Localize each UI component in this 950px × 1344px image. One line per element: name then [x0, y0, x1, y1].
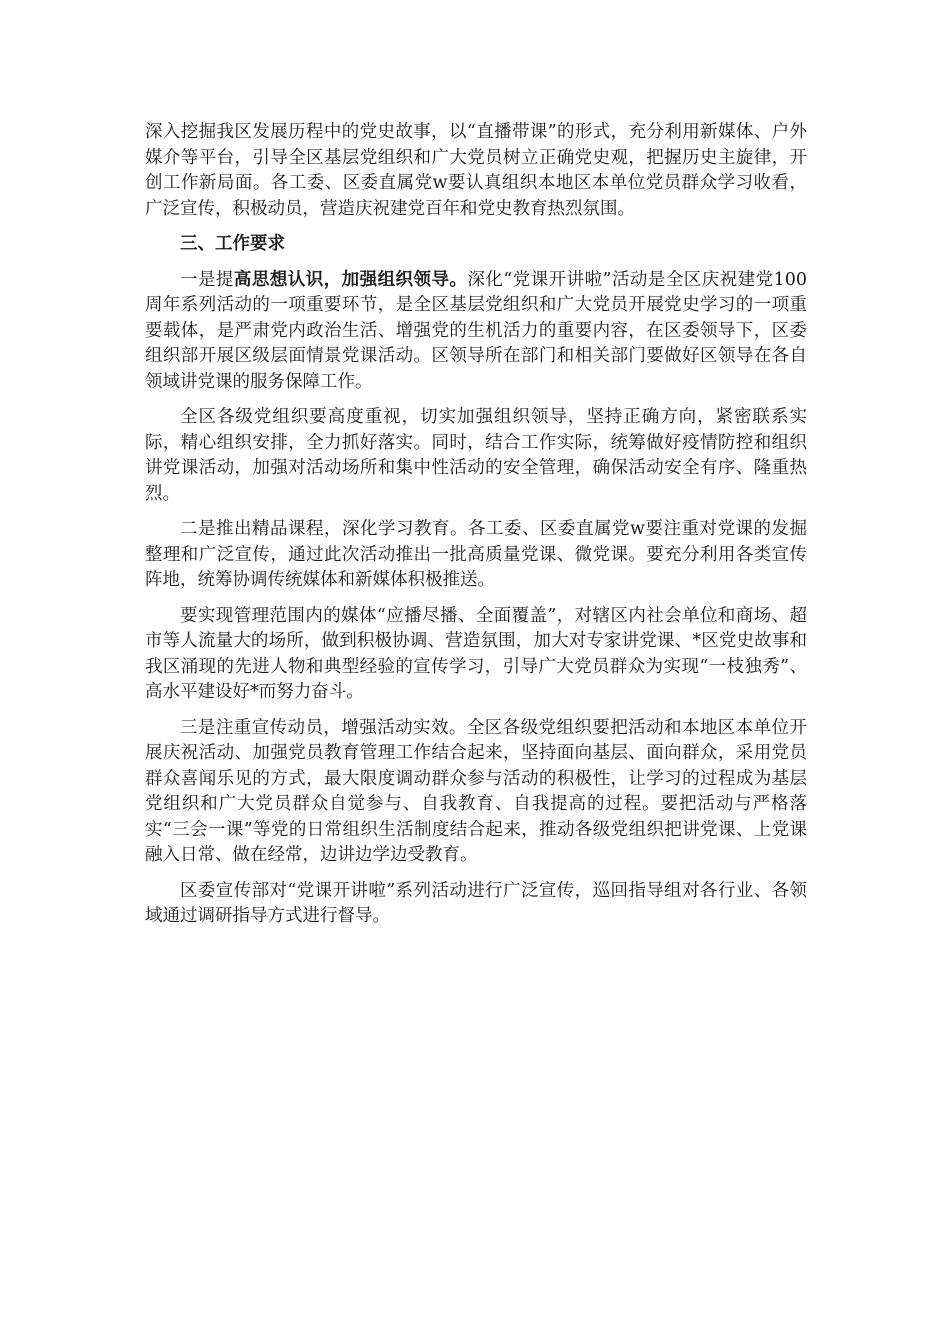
paragraph-publicity: 区委宣传部对“党课开讲啦”系列活动进行广泛宣传，巡回指导组对各行业、各领域通过调研指导方式进行督导。 — [145, 880, 807, 926]
paragraph-bold-title: 高思想认识，加强组织领导。 — [233, 269, 468, 290]
paragraph-media: 要实现管理范围内的媒体“应播尽播、全面覆盖”，对辖区内社会单位和商场、超市等人流量大的场所，做到积极协调、营造氛围，加大对专家讲党课、*区党史故事和我区涌现的先进人物和典型经验的宣传学习，引导广大党员群众为实现“一枝独秀”、高水平建设好*而努力奋斗。 — [145, 605, 807, 702]
paragraph-organization: 全区各级党组织要高度重视，切实加强组织领导，坚持正确方向，紧密联系实际，精心组织安排，全力抓好落实。同时，结合工作实际，统筹做好疫情防控和组织讲党课活动，加强对活动场所和集中性活动的安全管理，确保活动安全有序、隆重热烈。 — [145, 407, 807, 504]
paragraph-lead-text: 一是提 — [180, 269, 234, 290]
paragraph-requirement-1 — [145, 268, 807, 396]
document-page — [145, 120, 807, 940]
paragraph-intro-continuation: 深入挖掘我区发展历程中的党史故事，以“直播带课”的形式，充分利用新媒体、户外媒介等平台，引导全区基层党组织和广大党员树立正确党史观，把握历史主旋律，开创工作新局面。各工委、区委直属党w要认真组织本地区本单位党员群众学习收看，广泛宣传，积极动员，营造庆祝建党百年和党史教育热烈氛围。 — [145, 122, 807, 219]
paragraph-body-text: 深化“党课开讲啦”活动是全区庆祝建党100周年系列活动的一项重要环节，是全区基层党组织和广大党员开展党史学习的一项重要载体，是严肃党内政治生活、增强党的生机活力的重要内容，在区委领导下，区委组织部开展区级层面情景党课活动。区领导所在部门和相关部门要做好区领导在各自领域讲党课的服务保障工作。 — [145, 269, 808, 392]
paragraph-requirement-2: 二是推出精品课程，深化学习教育。各工委、区委直属党w要注重对党课的发掘整理和广泛宣传，通过此次活动推出一批高质量党课、微党课。要充分利用各类宣传阵地，统筹协调传统媒体和新媒体积极推送。 — [145, 519, 807, 590]
paragraph-requirement-3: 三是注重宣传动员，增强活动实效。全区各级党组织要把活动和本地区本单位开展庆祝活动、加强党员教育管理工作结合起来，坚持面向基层、面向群众，采用党员群众喜闻乐见的方式，最大限度调动群众参与活动的积极性，让学习的过程成为基层党组织和广大党员群众自觉参与、自我教育、自我提高的过程。要把活动与严格落实“三会一课”等党的日常组织生活制度结合起来，推动各级党组织把讲党课、上党课融入日常、做在经常，边讲边学边受教育。 — [145, 717, 807, 865]
section-heading: 三、工作要求 — [180, 234, 285, 254]
